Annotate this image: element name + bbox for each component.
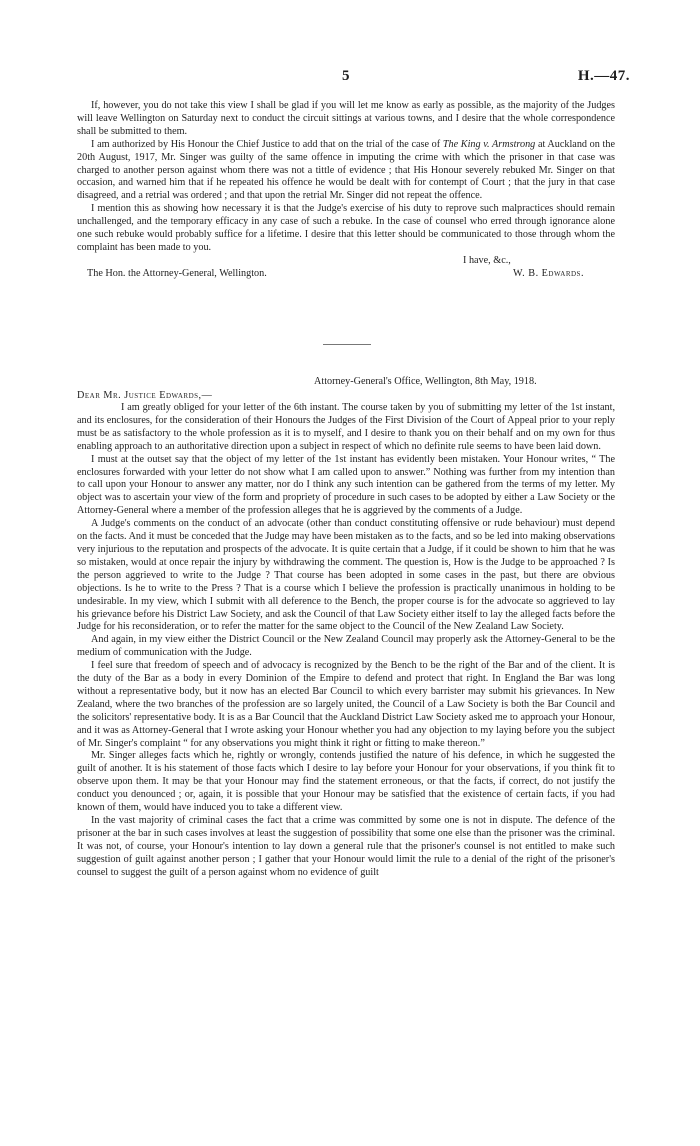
page-number: 5: [342, 68, 350, 84]
paragraph: I mention this as showing how necessary it is that the Judge's exercise of his duty to reprove such malpractices should remain unchallenged, and the temporary efficacy in any case of such a rebuke. In the case of counsel who erred through ignorance alone one such rebuke would probably suffice for a lifetime. I desire that this letter should be communicated to those through whom the complaint has been made to you.: [77, 203, 615, 253]
signature: W. B. Edwards.: [513, 267, 584, 279]
letter-attorney-general: [77, 402, 615, 880]
paragraph: I feel sure that freedom of speech and of advocacy is recognized by the Bench to be the right of the Bar and of the client. It is the duty of the Bar as a body in every Dominion of the Empire to defend and protect that right. In England the Bar was long without a representative body, but it now has an elected Bar Council to which every barrister may submit his grievances. In New Zealand, where the two branches of the profession are so largely united, the Council of a Law Society is both the Bar Council and the solicitors' representative body. It is as a Bar Council that the Auckland District Law Society asked me to approach your Honour, and it was as Attorney-General that I wrote asking your Honour whether you had any objection to my laying before you the subject of Mr. Singer's complaint “ for any observations you might think it right or fitting to make thereon.”: [77, 660, 615, 749]
paragraph: A Judge's comments on the conduct of an advocate (other than conduct constituting offensive or rude behaviour) must depend on the facts. And it must be conceded that the Judge may have been mistaken as to the facts, and so be led into making observations very injurious to the reputation and prospects of the advocate. It is quite certain that a Judge, if it could be shown to him that he was so mistaken, would at once repair the injury by withdrawing the comment. The question is, How is the Judge to be approached ? Is the person aggrieved to write to the Judge ? That course has been adopted in some cases in the past, but there are obvious objections. Is he to write to the Press ? That is a course which I believe the profession is practically unanimous in holding to be undesirable. In my view, which I submit with all deference to the Bench, the proper course is for the advocate so aggrieved to lay his grievance before his District Law Society, and ask the Council of that Law Society either itself to lay the alleged facts before the Judge for his reconsideration, or to refer the matter for the same object to the Council of the New Zealand Law Society.: [77, 518, 615, 633]
paragraph: I am greatly obliged for your letter of the 6th instant. The course taken by you of submitting my letter of the 1st instant, and its enclosures, for the consideration of their Honours the Judges of the First Division of the Court of Appeal prior to your reply must be as satisfactory to the whole profession as it is to myself, and I desire to thank you on their behalf and on my own for thus enabling approach to an authoritative direction upon a subject in respect of which no definite rule seems to have been laid down.: [77, 402, 615, 452]
page-header: [0, 68, 700, 90]
document-id: H.—47.: [577, 68, 630, 84]
closing: I have, &c.,: [463, 254, 511, 266]
section-divider: [323, 344, 371, 345]
paragraph: In the vast majority of criminal cases the fact that a crime was committed by some one is not in dispute. The defence of the prisoner at the bar in such cases involves at least the suggestion of possibility that some one else than the prisoner was the criminal. It was not, of course, your Honour's intention to lay down a general rule that the prisoner's counsel is not entitled to make such suggestion of guilt against another person ; I gather that your Honour would limit the rule to a denial of the right of the prisoner's counsel to suggest the guilt of a person against whom no evidence of guilt: [77, 815, 615, 878]
letter-edwards: [77, 100, 615, 281]
addressee: The Hon. the Attorney-General, Wellington.: [87, 267, 267, 279]
dateline: Attorney-General's Office, Wellington, 8th May, 1918.: [314, 376, 537, 387]
text-run: I am authorized by His Honour the Chief Justice to add that on the trial of the case of: [91, 138, 443, 150]
text-run: at Auckland on the 20th August, 1917, Mr. Singer was guilty of the same offence in imputing the crime with which the prisoner in that case was charged to another person against whom there was not a tittle of evidence ; that His Honour severely rebuked Mr. Singer on that occasion, and warned him that if he repeated his offence he would be dealt with for contempt of Court ; that the jury in that case disagreed, and a retrial was ordered ; and that upon the retrial Mr. Singer did not repeat the offence.: [77, 138, 615, 202]
salutation: Dear Mr. Justice Edwards,—: [77, 390, 213, 401]
case-name: The King v. Armstrong: [442, 138, 536, 150]
paragraph: Mr. Singer alleges facts which he, rightly or wrongly, contends justified the nature of his defence, in which he suggested the guilt of another. It is his statement of those facts which I desire to lay before your Honour for your observations, if you think fit to observe upon them. It may be that your Honour may find the statement erroneous, or that the facts, if correct, do not justify the conduct you denounced ; or, again, it is possible that your Honour may be satisfied that the existence of certain facts, if you had known of them, would have induced you to take a different view.: [77, 750, 615, 814]
paragraph: If, however, you do not take this view I shall be glad if you will let me know as early as possible, as the majority of the Judges will leave Wellington on Saturday next to conduct the circuit sittings at various towns, and I desire that the whole correspondence shall be submitted to them.: [77, 100, 615, 137]
paragraph: And again, in my view either the District Council or the New Zealand Council may properly ask the Attorney-General to be the medium of communication with the Judge.: [77, 634, 615, 659]
paragraph: I must at the outset say that the object of my letter of the 1st instant has evidently been mistaken. Your Honour writes, “ The enclosures forwarded with your letter do not show what I am called upon to answer.” Nothing was further from my intention than to call upon your Honour to answer any matter, nor do I think any such intention can be gathered from the terms of my letter. My object was to ascertain your view of the form and propriety of procedure in such cases to be adopted by either a Law Society or the Attorney-General where a member of the profession alleges that he is aggrieved by the comments of a Judge.: [77, 453, 615, 517]
closing-line: [77, 255, 615, 268]
paragraph: [77, 139, 615, 204]
signature-line: [77, 268, 615, 281]
